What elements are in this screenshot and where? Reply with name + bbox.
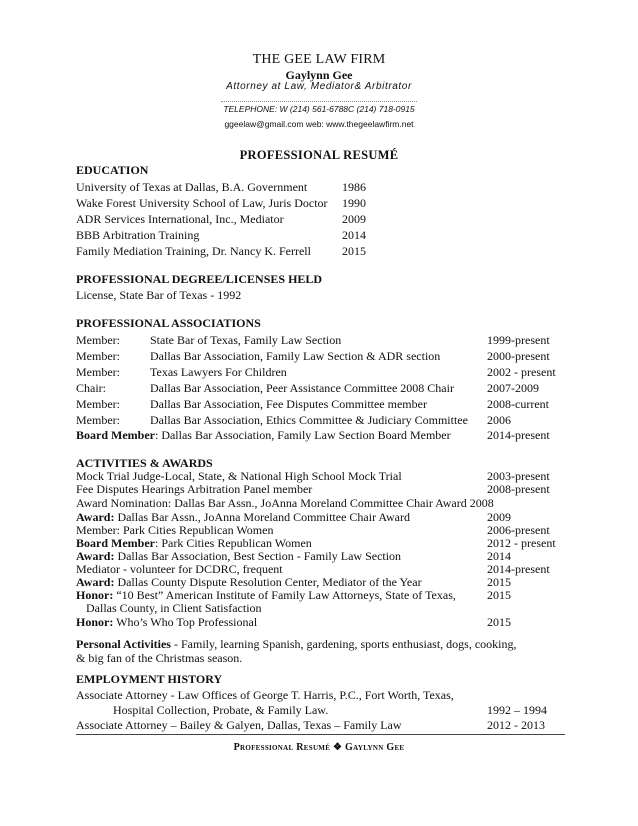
education-item: BBB Arbitration Training <box>76 228 200 242</box>
activity-date: 2014-present <box>487 562 550 576</box>
activity-row <box>76 588 456 602</box>
association-org: State Bar of Texas, Family Law Section <box>150 333 342 347</box>
association-role: Chair: <box>76 381 106 395</box>
activity-label: Award: <box>76 549 115 563</box>
activities-heading: ACTIVITIES & AWARDS <box>76 456 213 470</box>
association-role: Member: <box>76 333 120 347</box>
employment-entry-continued: Hospital Collection, Probate, & Family Law. <box>113 703 329 717</box>
association-org: Dallas Bar Association, Ethics Committee & Judiciary Committee <box>150 413 468 427</box>
activity-row <box>76 510 410 524</box>
association-org: Texas Lawyers For Children <box>150 365 287 379</box>
association-role: Member: <box>76 349 120 363</box>
employment-date: 1992 – 1994 <box>487 703 547 717</box>
education-heading: EDUCATION <box>76 163 149 177</box>
activity-label: Award: <box>76 575 115 589</box>
activity-text: Mediator - volunteer for DCDRC, frequent <box>76 562 283 576</box>
license-text: License, State Bar of Texas - 1992 <box>76 288 242 302</box>
education-item: Wake Forest University School of Law, Juris Doctor <box>76 196 328 210</box>
activity-text: Dallas County Dispute Resolution Center, Mediator of the Year <box>114 575 422 589</box>
association-role: Member: <box>76 413 120 427</box>
activity-date: 2015 <box>487 588 511 602</box>
activity-text: Dallas Bar Association, Best Section - Family Law Section <box>114 549 402 563</box>
education-item: University of Texas at Dallas, B.A. Government <box>76 180 308 194</box>
activity-date: 2015 <box>487 615 511 629</box>
attorney-subtitle: Attorney at Law, Mediator& Arbitrator <box>226 81 412 92</box>
licenses-heading: PROFESSIONAL DEGREE/LICENSES HELD <box>76 272 323 286</box>
association-date: 2000-present <box>487 349 550 363</box>
associations-heading: PROFESSIONAL ASSOCIATIONS <box>76 316 261 330</box>
personal-label: Personal Activities <box>76 637 171 651</box>
activity-label: Board Member <box>76 536 155 550</box>
education-year: 1986 <box>342 180 366 194</box>
activity-row <box>76 615 257 629</box>
association-role: Member: <box>76 365 120 379</box>
activity-text-continued: Dallas County, in Client Satisfaction <box>86 601 262 615</box>
activity-date: 2012 - present <box>487 536 556 550</box>
activity-label: Award: <box>76 510 115 524</box>
employment-entry: Associate Attorney – Bailey & Galyen, Dallas, Texas – Family Law <box>76 718 402 732</box>
activity-row <box>76 549 401 563</box>
attorney-name: Gaylynn Gee <box>285 68 353 82</box>
board-member-row <box>76 428 451 442</box>
employment-date: 2012 - 2013 <box>487 718 545 732</box>
activity-date: 2014 <box>487 549 511 563</box>
header-divider <box>221 101 417 102</box>
employment-heading: EMPLOYMENT HISTORY <box>76 672 223 686</box>
activity-text: Member: Park Cities Republican Women <box>76 523 274 537</box>
activity-date: 2003-present <box>487 469 550 483</box>
activity-text: : Park Cities Republican Women <box>154 536 312 550</box>
board-member-text: : Dallas Bar Association, Family Law Section Board Member <box>154 428 451 442</box>
association-date: 1999-present <box>487 333 550 347</box>
activity-label: Honor: <box>76 615 114 629</box>
activity-text: Fee Disputes Hearings Arbitration Panel member <box>76 482 313 496</box>
education-item: Family Mediation Training, Dr. Nancy K. Ferrell <box>76 244 311 258</box>
education-item: ADR Services International, Inc., Mediator <box>76 212 284 226</box>
activity-text: “10 Best” American Institute of Family Law Attorneys, State of Texas, <box>113 588 456 602</box>
association-date: 2008-current <box>487 397 549 411</box>
activity-label: Honor: <box>76 588 114 602</box>
activity-text: Dallas Bar Assn., JoAnna Moreland Committee Chair Award <box>114 510 410 524</box>
firm-name: THE GEE LAW FIRM <box>252 52 386 67</box>
activity-row <box>76 575 422 589</box>
page-footer: Professional Resumé ❖ Gaylynn Gee <box>233 742 405 753</box>
activity-text: Mock Trial Judge-Local, State, & National High School Mock Trial <box>76 469 402 483</box>
education-year: 2009 <box>342 212 366 226</box>
personal-text: - Family, learning Spanish, gardening, sports enthusiast, dogs, cooking, <box>170 637 517 651</box>
contact-line: ggeelaw@gmail.com web: www.thegeelawfirm.net <box>224 119 414 129</box>
association-date: 2002 - present <box>487 365 556 379</box>
activity-text: Who’s Who Top Professional <box>113 615 258 629</box>
association-date: 2007-2009 <box>487 381 539 395</box>
association-org: Dallas Bar Association, Family Law Section & ADR section <box>150 349 441 363</box>
employment-entry: Associate Attorney - Law Offices of George T. Harris, P.C., Fort Worth, Texas, <box>76 688 454 702</box>
activity-date: 2015 <box>487 575 511 589</box>
association-role: Member: <box>76 397 120 411</box>
activity-date: 2008-present <box>487 482 550 496</box>
education-year: 1990 <box>342 196 366 210</box>
education-year: 2015 <box>342 244 366 258</box>
association-org: Dallas Bar Association, Peer Assistance Committee 2008 Chair <box>150 381 454 395</box>
personal-text-continued: & big fan of the Christmas season. <box>76 651 243 665</box>
education-year: 2014 <box>342 228 366 242</box>
activity-text: Award Nomination: Dallas Bar Assn., JoAnna Moreland Committee Chair Award 2008 <box>76 496 494 510</box>
personal-activities <box>76 637 517 651</box>
association-org: Dallas Bar Association, Fee Disputes Committee member <box>150 397 427 411</box>
association-date: 2006 <box>487 413 511 427</box>
board-member-label: Board Member <box>76 428 155 442</box>
activity-date: 2009 <box>487 510 511 524</box>
footer-divider <box>76 734 565 735</box>
association-date: 2014-present <box>487 428 550 442</box>
activity-row <box>76 536 312 550</box>
activity-date: 2006-present <box>487 523 550 537</box>
resume-title: PROFESSIONAL RESUMÉ <box>239 148 399 162</box>
phone-line: TELEPHONE: W (214) 561-6788C (214) 718-0915 <box>223 104 415 114</box>
